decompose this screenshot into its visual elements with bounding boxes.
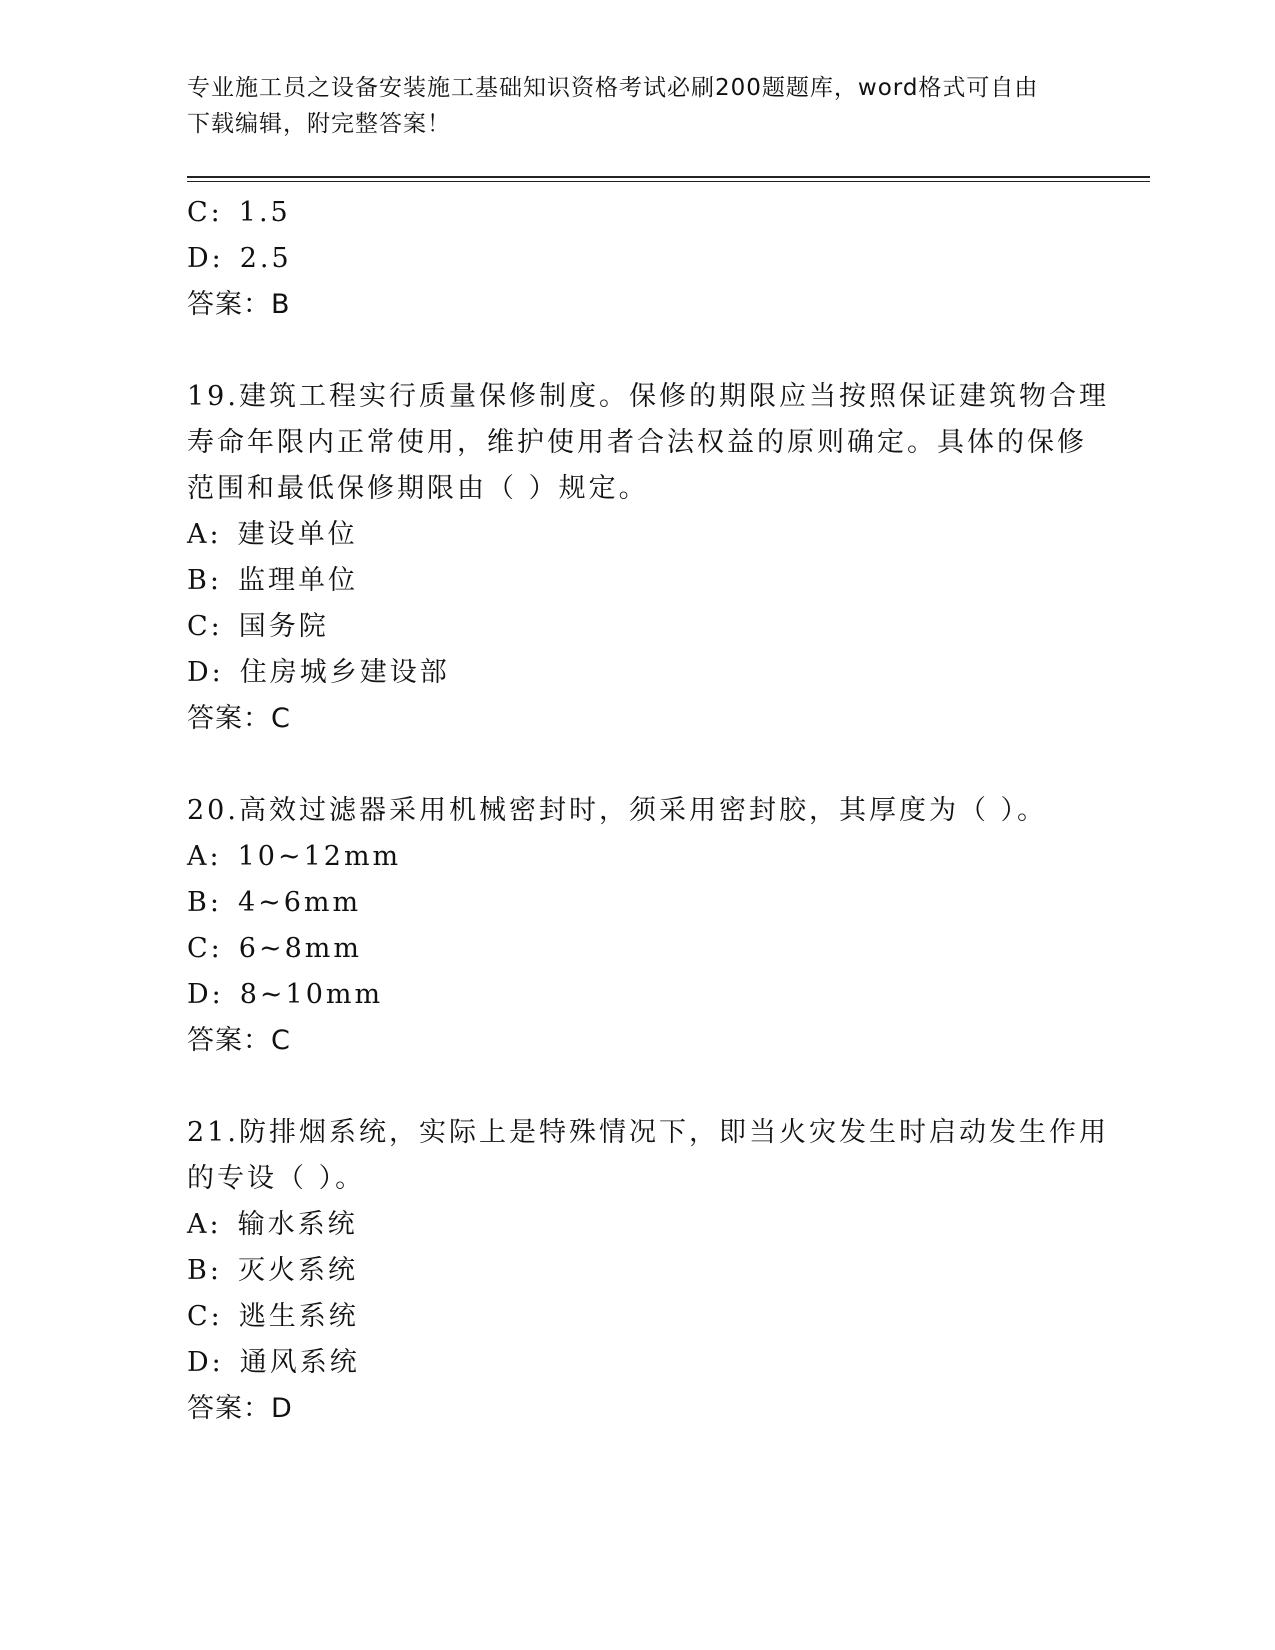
header-line-2: 下载编辑，附完整答案！	[187, 111, 451, 137]
option-value: 输水系统	[237, 1209, 358, 1240]
question-list	[187, 190, 1109, 1432]
option-d	[187, 1340, 1087, 1386]
answer-line: 答案：C	[187, 1025, 291, 1056]
spacer	[187, 328, 1087, 374]
option-value: 建设单位	[237, 519, 358, 550]
option-value: 国务院	[238, 611, 329, 642]
option-b	[187, 880, 1087, 926]
option-value: 灭火系统	[237, 1255, 358, 1286]
option-value: 8~10mm	[239, 979, 384, 1010]
option-value: 10~12mm	[237, 841, 402, 872]
question-text-line: 的专设（ ）。	[187, 1163, 366, 1194]
option-a	[187, 834, 1087, 880]
question-text-line: 20.高效过滤器采用机械密封时，须采用密封胶，其厚度为（ ）。	[187, 795, 1048, 826]
option-key: D:	[187, 657, 224, 688]
question-text-line: 19.建筑工程实行质量保修制度。保修的期限应当按照保证建筑物合理	[187, 381, 1109, 412]
question-20	[187, 788, 1087, 1064]
option-c	[187, 1294, 1087, 1340]
question-19	[187, 374, 1109, 742]
header-line-1: 专业施工员之设备安装施工基础知识资格考试必刷200题题库，word格式可自由	[187, 75, 1039, 101]
option-value: 6~8mm	[238, 933, 362, 964]
header-divider	[187, 176, 1150, 182]
option-value: 监理单位	[237, 565, 358, 596]
option-value: 住房城乡建设部	[239, 657, 450, 688]
document-header	[187, 70, 1067, 142]
option-key: C:	[187, 197, 223, 228]
question-text-line: 21.防排烟系统，实际上是特殊情况下，即当火灾发生时启动发生作用	[187, 1117, 1109, 1148]
option-d	[187, 650, 1087, 696]
option-b	[187, 1248, 1087, 1294]
question-text-line: 寿命年限内正常使用，维护使用者合法权益的原则确定。具体的保修	[187, 427, 1087, 458]
option-key: B:	[187, 887, 222, 918]
option-a	[187, 512, 1087, 558]
spacer	[187, 742, 1087, 788]
option-key: D:	[187, 979, 224, 1010]
answer-line: 答案：D	[187, 1393, 293, 1424]
option-a	[187, 1202, 1087, 1248]
option-b	[187, 558, 1087, 604]
option-key: B:	[187, 565, 222, 596]
option-value: 1.5	[238, 197, 291, 228]
option-d	[187, 236, 1087, 282]
question-21	[187, 1110, 1109, 1432]
option-key: C:	[187, 933, 223, 964]
option-value: 通风系统	[239, 1347, 360, 1378]
spacer	[187, 1064, 1087, 1110]
option-key: D:	[187, 1347, 224, 1378]
option-key: C:	[187, 1301, 223, 1332]
previous-question-tail	[187, 190, 1087, 328]
option-key: D:	[187, 243, 224, 274]
option-c	[187, 926, 1087, 972]
option-key: A:	[187, 841, 222, 872]
option-c	[187, 604, 1087, 650]
option-key: A:	[187, 1209, 222, 1240]
option-value: 2.5	[239, 243, 292, 274]
option-value: 逃生系统	[238, 1301, 359, 1332]
option-c	[187, 190, 1087, 236]
option-key: B:	[187, 1255, 222, 1286]
option-value: 4~6mm	[237, 887, 362, 918]
option-d	[187, 972, 1087, 1018]
answer-line: 答案：C	[187, 703, 291, 734]
question-text-line: 范围和最低保修期限由（ ）规定。	[187, 473, 649, 504]
option-key: A:	[187, 519, 222, 550]
answer-line: 答案：B	[187, 289, 291, 320]
option-key: C:	[187, 611, 223, 642]
